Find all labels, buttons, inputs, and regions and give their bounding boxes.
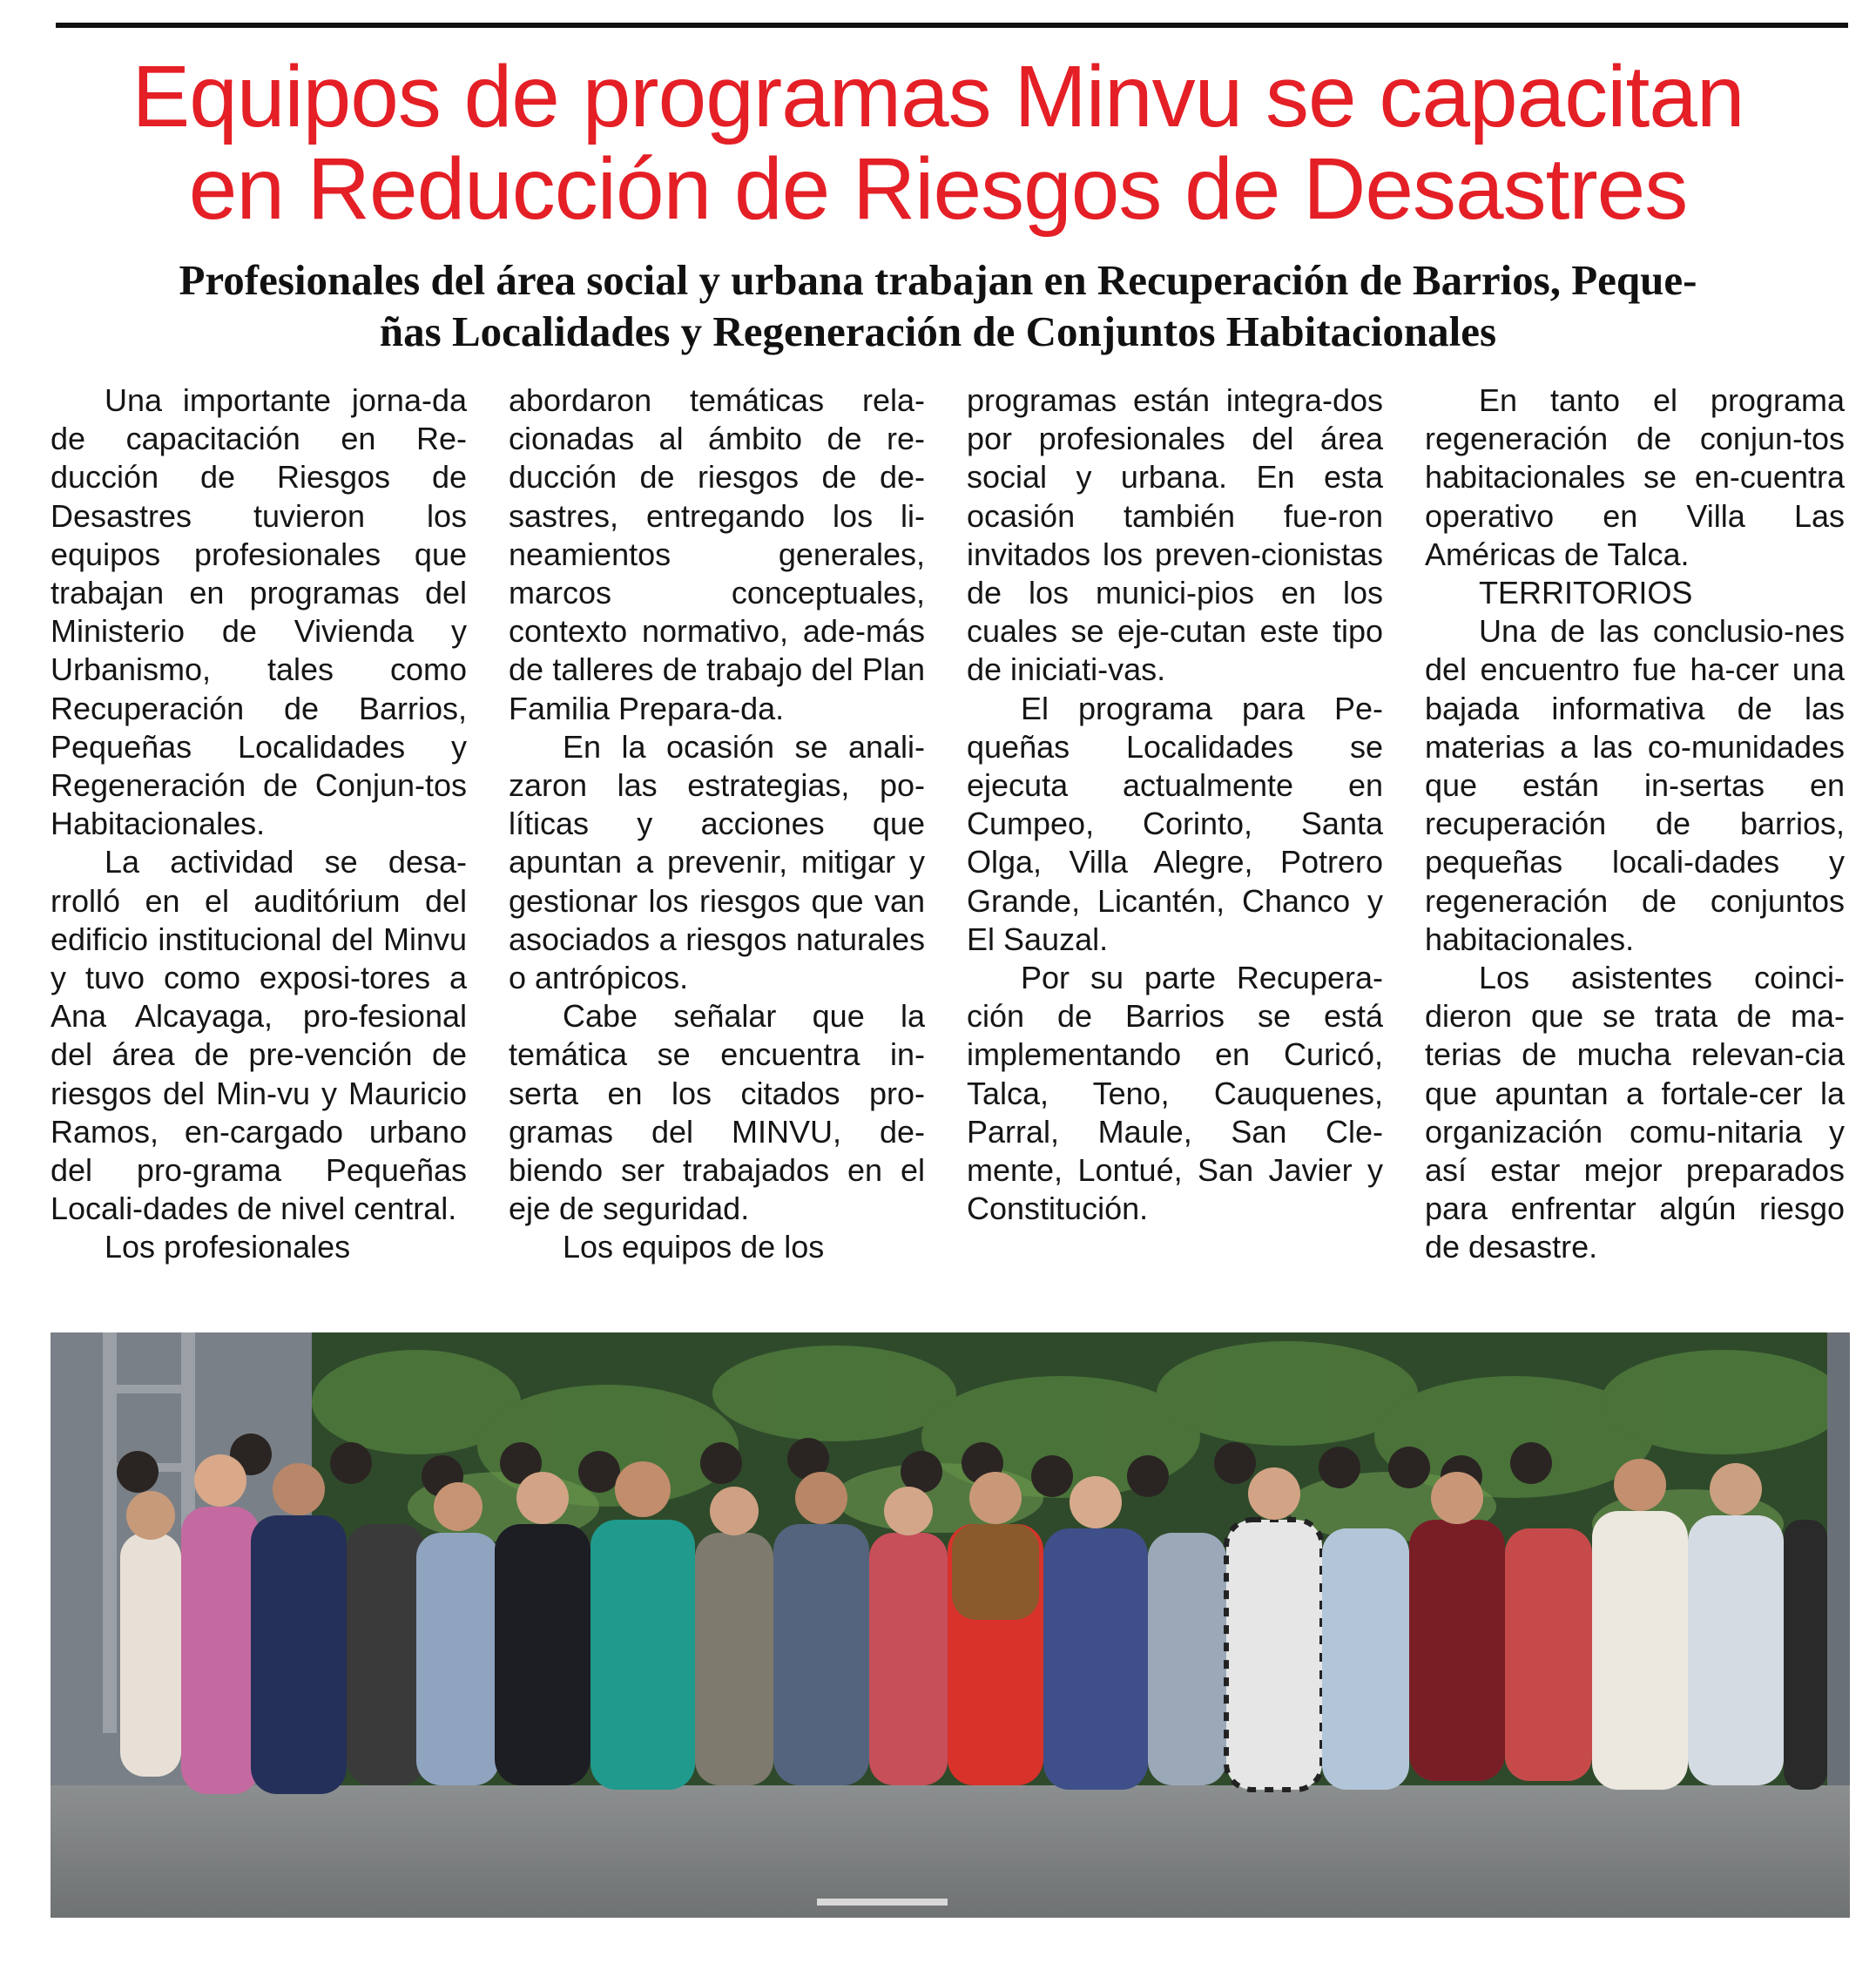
paragraph: La actividad se desa-rrolló en el auditórium del edificio institucional del Minvu y tuvo como exposi-tores a Ana Alcayaga, pro-fesional del área de pre-vención de riesgos del Min-vu y Mauricio Ramos, en-cargado urbano del pro-grama Pequeñas Locali-dades de nivel central. <box>51 844 467 1227</box>
paragraph: Una de las conclusio-nes del encuentro fue ha-cer una bajada informativa de las materias a las co-munidades que están in-sertas en recuperación de barrios, pequeñas locali-dades y regeneración de conjuntos habitacionales. <box>1425 613 1845 957</box>
group-photo <box>51 1332 1850 1918</box>
subheadline-line-2: ñas Localidades y Regeneración de Conjuntos Habitacionales <box>379 307 1497 355</box>
headline-line-1: Equipos de programas Minvu se capacitan <box>132 48 1744 145</box>
paragraph: Los asistentes coinci-dieron que se trata de ma-terias de mucha relevan-cia que apuntan a fortale-cer la organización comu-nitaria y así estar mejor preparados para enfrentar algún riesgo de desastre. <box>1425 960 1845 1265</box>
headline <box>35 48 1841 238</box>
subheadline <box>52 254 1824 357</box>
paragraph: En la ocasión se anali-zaron las estrategias, po-líticas y acciones que apuntan a prevenir, mitigar y gestionar los riesgos que van asociados a riesgos naturales o antrópicos. <box>509 728 925 996</box>
group-photo-illustration <box>51 1332 1850 1918</box>
paragraph: abordaron temáticas rela-cionadas al ámbito de re-ducción de riesgos de de-sastres, entregando los li-neamientos generales, marcos conceptuales, contexto normativo, ade-más de talleres de trabajo del Plan Familia Prepara-da. <box>509 382 925 726</box>
paragraph: programas están integra-dos por profesionales del área social y urbana. En esta ocasión también fue-ron invitados los preven-cionistas de los munici-pios en los cuales se eje-cutan este tipo de iniciati-vas. <box>967 382 1383 688</box>
paragraph: Los profesionales <box>105 1229 351 1265</box>
paragraph: El programa para Pe-queñas Localidades se ejecuta actualmente en Cumpeo, Corinto, Santa Olga, Villa Alegre, Potrero Grande, Licantén, Chanco y El Sauzal. <box>967 690 1383 957</box>
paragraph: Una importante jorna-da de capacitación en Re-ducción de Riesgos de Desastres tuvieron los equipos profesionales que trabajan en programas del Ministerio de Vivienda y Urbanismo, tales como Recuperación de Barrios, Pequeñas Localidades y Regeneración de Conjun-tos Habitacionales. <box>51 382 467 842</box>
paragraph: Los equipos de los <box>563 1229 825 1265</box>
paragraph: Cabe señalar que la temática se encuentra in-serta en los citados pro-gramas del MINVU, de-biendo ser trabajados en el eje de seguridad. <box>509 998 925 1227</box>
top-rule <box>56 23 1848 28</box>
article-column-2 <box>509 381 925 1267</box>
section-subhead: TERRITORIOS <box>1479 575 1693 611</box>
subheadline-line-1: Profesionales del área social y urbana trabajan en Recuperación de Barrios, Peque- <box>179 256 1697 304</box>
paragraph: Por su parte Recupera-ción de Barrios se está implementando en Curicó, Talca, Teno, Cauquenes, Parral, Maule, San Cle-mente, Lontué, San Javier y Constitución. <box>967 960 1383 1227</box>
article-column-4 <box>1425 381 1845 1267</box>
article-column-3 <box>967 381 1383 1228</box>
headline-line-2: en Reducción de Riesgos de Desastres <box>188 140 1688 238</box>
paragraph: En tanto el programa regeneración de conjun-tos habitacionales se en-cuentra operativo en Villa Las Américas de Talca. <box>1425 382 1845 572</box>
article-column-1 <box>51 381 467 1267</box>
